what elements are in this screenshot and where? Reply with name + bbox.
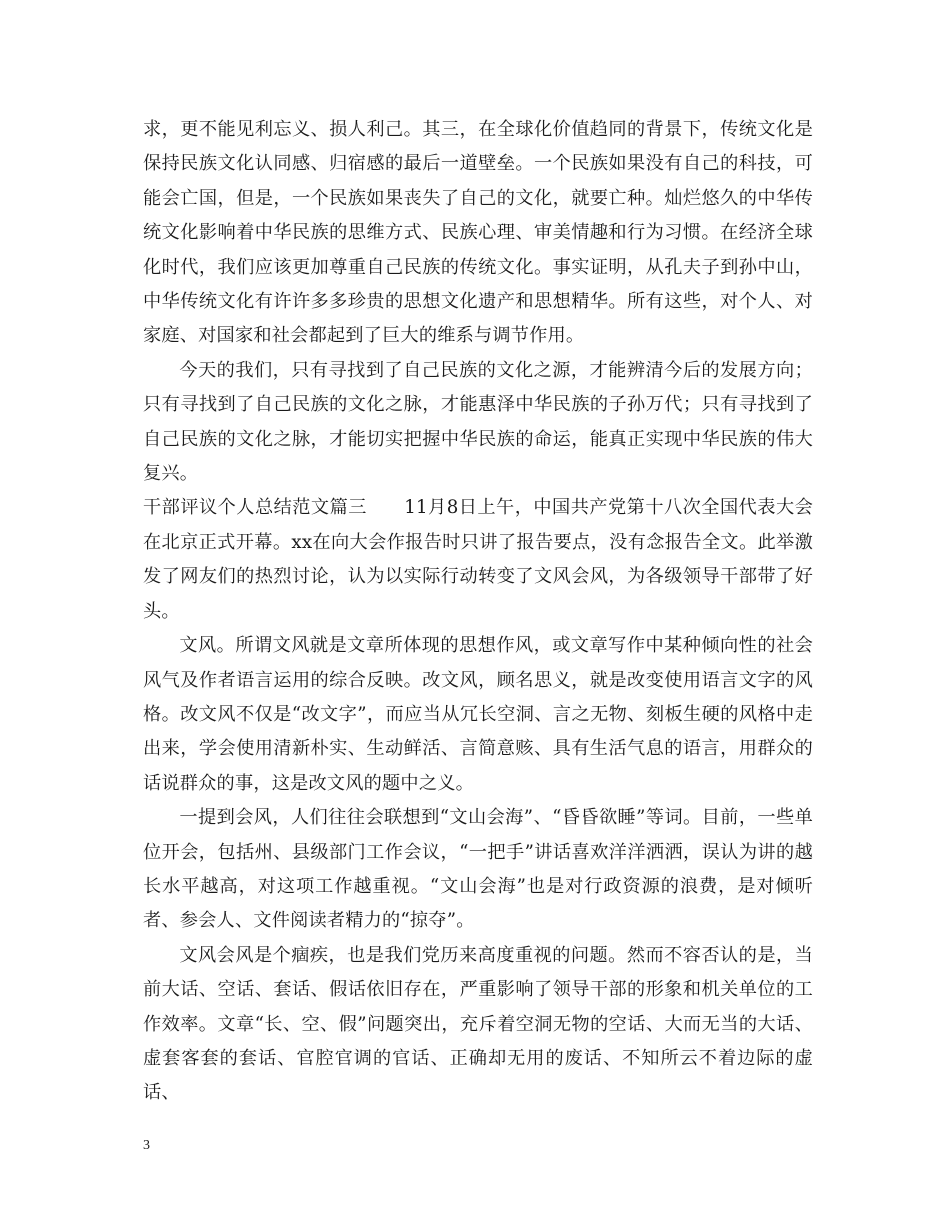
page-number: 3	[143, 1138, 150, 1153]
paragraph-traditional-culture-continued: 求，更不能见利忘义、损人利己。其三，在全球化价值趋同的背景下，传统文化是保持民族文化认同感、归宿感的最后一道壁垒。一个民族如果没有自己的科技，可能会亡国，但是，一个民族如果丧失了自己的文化，就要亡种。灿烂悠久的中华传统文化影响着中华民族的思维方式、民族心理、审美情趣和行为习惯。在经济全球化时代，我们应该更加尊重自己民族的传统文化。事实证明，从孔夫子到孙中山，中华传统文化有许许多多珍贵的思想文化遗产和思想精华。所有这些，对个人、对家庭、对国家和社会都起到了巨大的维系与调节作用。	[143, 119, 813, 347]
document-body	[143, 113, 813, 1111]
paragraph-article-three-intro: 干部评议个人总结范文篇三 11月8日上午，中国共产党第十八次全国代表大会在北京正式开幕。xx在向大会作报告时只讲了报告要点，没有念报告全文。此举激发了网友们的热烈讨论，认为以实际行动转变了文风会风，为各级领导干部带了好头。	[143, 497, 813, 622]
paragraph-writing-style: 文风。所谓文风就是文章所体现的思想作风，或文章写作中某种倾向性的社会风气及作者语言运用的综合反映。改文风，顾名思义，就是改变使用语言文字的风格。改文风不仅是“改文字”，而应当从冗长空洞、言之无物、刻板生硬的风格中走出来，学会使用清新朴实、生动鲜活、言简意赅、具有生活气息的语言，用群众的话说群众的事，这是改文风的题中之义。	[143, 635, 813, 794]
paragraph-cultural-roots: 今天的我们，只有寻找到了自己民族的文化之源，才能辨清今后的发展方向；只有寻找到了自己民族的文化之脉，才能惠泽中华民族的子孙万代；只有寻找到了自己民族的文化之脉，才能切实把握中华民族的命运，能真正实现中华民族的伟大复兴。	[143, 359, 813, 485]
paragraph-meeting-style: 一提到会风，人们往往会联想到“文山会海”、“昏昏欲睡”等词。目前，一些单位开会，包括州、县级部门工作会议，“一把手”讲话喜欢洋洋洒洒，误认为讲的越长水平越高，对这项工作越重视。“文山会海”也是对行政资源的浪费，是对倾听者、参会人、文件阅读者精力的“掠夺”。	[143, 807, 813, 932]
paragraph-style-problems: 文风会风是个痼疾，也是我们党历来高度重视的问题。然而不容否认的是，当前大话、空话、套话、假话依旧存在，严重影响了领导干部的形象和机关单位的工作效率。文章“长、空、假”问题突出，充斥着空洞无物的空话、大而无当的大话、虚套客套的套话、官腔官调的官话、正确却无用的废话、不知所云不着边际的虚话、	[143, 944, 813, 1104]
